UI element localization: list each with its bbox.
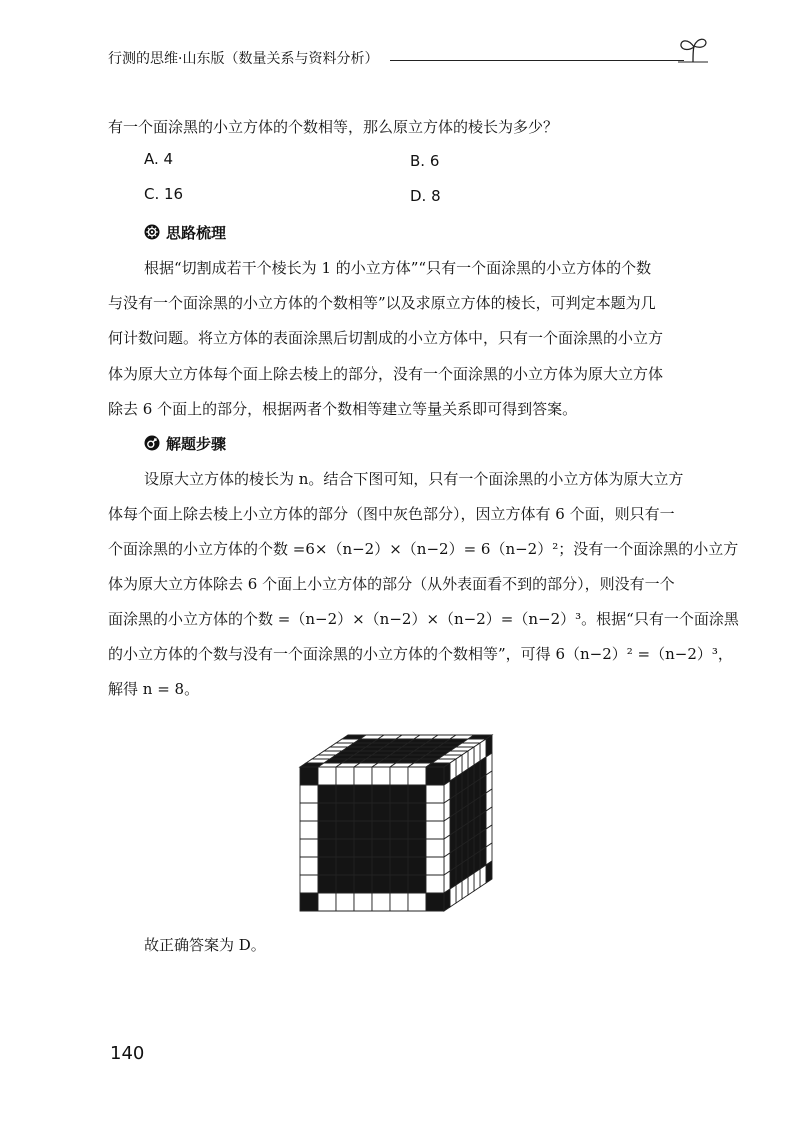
front-face-cell (300, 875, 318, 893)
front-face-cell (318, 767, 336, 785)
section-solution-heading (144, 433, 226, 454)
header-rule (390, 60, 684, 61)
right-face-cell (444, 889, 450, 911)
front-face-cell (318, 893, 336, 911)
front-face-cell (354, 803, 372, 821)
front-face-cell (372, 839, 390, 857)
solution-icon (144, 435, 160, 451)
solution-line-3: 个面涂黑的小立方体的个数 =6×（n−2）×（n−2）= 6（n−2）²；没有一个面涂黑的小立方 (108, 540, 739, 558)
right-face-cell (462, 877, 468, 899)
front-face-cell (426, 785, 444, 803)
front-face-cell (408, 767, 426, 785)
front-face-cell (408, 875, 426, 893)
front-face-cell (300, 767, 318, 785)
front-face-cell (390, 803, 408, 821)
front-face-cell (336, 767, 354, 785)
analysis-line-2: 与没有一个面涂黑的小立方体的个数相等”以及求原立方体的棱长，可判定本题为几 (108, 294, 656, 312)
front-face-cell (318, 785, 336, 803)
front-face-cell (354, 839, 372, 857)
front-face-cell (390, 785, 408, 803)
front-face-cell (408, 785, 426, 803)
section-analysis-title: 思路梳理 (166, 224, 227, 242)
front-face-cell (336, 821, 354, 839)
front-face-cell (336, 875, 354, 893)
front-face-cell (354, 893, 372, 911)
front-face-cell (426, 821, 444, 839)
front-face-cell (408, 839, 426, 857)
front-face-cell (336, 857, 354, 875)
cube-figure (296, 725, 522, 913)
front-face-cell (336, 893, 354, 911)
front-face-cell (372, 803, 390, 821)
analysis-line-5: 除去 6 个面上的部分，根据两者个数相等建立等量关系即可得到答案。 (108, 400, 578, 418)
solution-line-4: 体为原大立方体除去 6 个面上小立方体的部分（从外表面看不到的部分），则没有一个 (108, 575, 675, 593)
front-face-cell (408, 893, 426, 911)
right-face-cell (486, 861, 492, 883)
option-b: B. 6 (410, 152, 440, 170)
front-face-cell (318, 839, 336, 857)
right-face-cell (474, 869, 480, 891)
front-face-cell (390, 821, 408, 839)
analysis-line-3: 何计数问题。将立方体的表面涂黑后切割成的小立方体中，只有一个面涂黑的小立方 (108, 329, 664, 347)
page-number: 140 (110, 1043, 145, 1064)
front-face-cell (372, 785, 390, 803)
front-face-cell (390, 839, 408, 857)
front-face-cell (300, 839, 318, 857)
analysis-line-4: 体为原大立方体每个面上除去棱上的部分，没有一个面涂黑的小立方体为原大立方体 (108, 365, 664, 383)
front-face-cell (426, 803, 444, 821)
front-face-cell (318, 803, 336, 821)
front-face-cell (372, 875, 390, 893)
front-face-cell (318, 857, 336, 875)
section-analysis-heading (144, 222, 226, 243)
analysis-line-1: 根据“切割成若干个棱长为 1 的小立方体”“只有一个面涂黑的小立方体的个数 (144, 259, 652, 277)
front-face-cell (300, 821, 318, 839)
front-face-cell (390, 857, 408, 875)
front-face-cell (336, 785, 354, 803)
header-title: 行测的思维·山东版（数量关系与资料分析） (108, 51, 379, 67)
front-face-cell (354, 875, 372, 893)
front-face-cell (336, 803, 354, 821)
front-face-cell (354, 821, 372, 839)
front-face-cell (300, 803, 318, 821)
front-face-cell (372, 857, 390, 875)
solution-line-5: 面涂黑的小立方体的个数 =（n−2）×（n−2）×（n−2）=（n−2）³。根据“只有一个面涂黑 (108, 610, 739, 628)
section-solution-title: 解题步骤 (166, 435, 227, 453)
sprout-icon (676, 34, 710, 64)
front-face-cell (408, 857, 426, 875)
front-face-cell (372, 893, 390, 911)
front-face-cell (300, 857, 318, 875)
running-header (108, 46, 708, 70)
front-face-cell (354, 857, 372, 875)
front-face-cell (426, 893, 444, 911)
right-face-cell (450, 885, 456, 907)
front-face-cell (318, 821, 336, 839)
front-face-cell (336, 839, 354, 857)
front-face-cell (354, 767, 372, 785)
option-d: D. 8 (410, 187, 441, 205)
solution-line-7: 解得 n = 8。 (108, 680, 200, 698)
front-face-cell (300, 785, 318, 803)
front-face-cell (390, 767, 408, 785)
option-c: C. 16 (144, 185, 184, 203)
front-face-cell (318, 875, 336, 893)
conclusion-line: 故正确答案为 D。 (144, 936, 266, 954)
front-face-cell (390, 893, 408, 911)
gear-icon (144, 224, 160, 240)
front-face-cell (354, 785, 372, 803)
right-face-cell (456, 881, 462, 903)
question-stem: 有一个面涂黑的小立方体的个数相等，那么原立方体的棱长为多少？ (108, 118, 559, 136)
front-face-cell (372, 821, 390, 839)
front-face-cell (390, 875, 408, 893)
front-face-cell (300, 893, 318, 911)
front-face-cell (372, 767, 390, 785)
solution-line-1: 设原大立方体的棱长为 n。结合下图可知，只有一个面涂黑的小立方体为原大立方 (144, 470, 684, 488)
front-face-cell (426, 857, 444, 875)
right-face-cell (468, 873, 474, 895)
front-face-cell (426, 875, 444, 893)
solution-line-6: 的小立方体的个数与没有一个面涂黑的小立方体的个数相等”，可得 6（n−2）² =（n−2）³， (108, 645, 733, 663)
front-face-cell (408, 803, 426, 821)
option-a: A. 4 (144, 150, 174, 168)
right-face-cell (480, 865, 486, 887)
front-face-cell (426, 767, 444, 785)
solution-line-2: 体每个面上除去棱上小立方体的部分（图中灰色部分），因立方体有 6 个面，则只有一 (108, 505, 675, 523)
front-face-cell (408, 821, 426, 839)
front-face-cell (426, 839, 444, 857)
